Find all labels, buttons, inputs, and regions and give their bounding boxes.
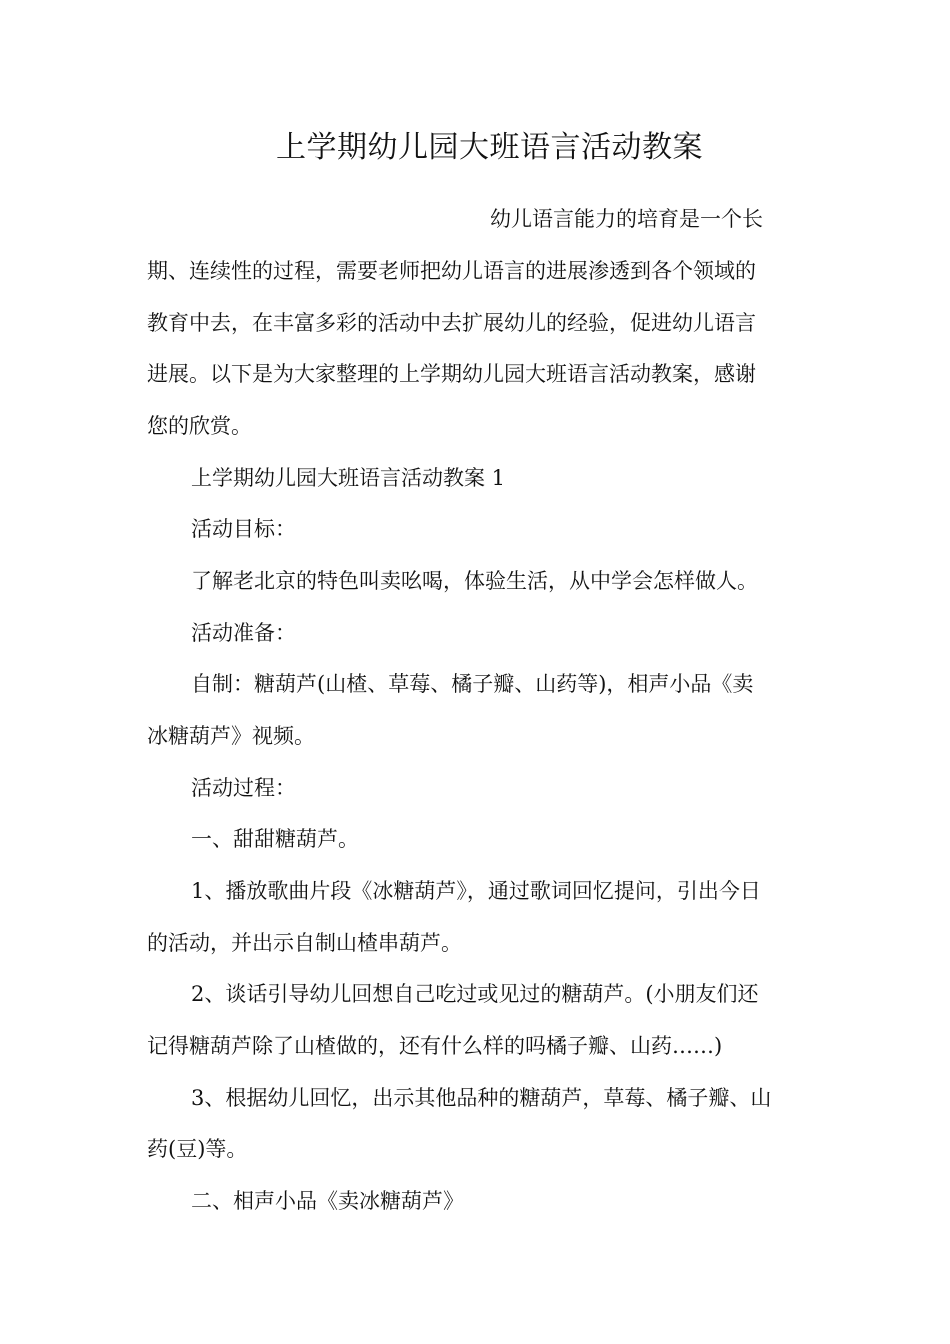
paragraph-line: 冰糖葫芦》视频。 <box>147 724 315 748</box>
paragraph-line: 3、根据幼儿回忆，出示其他品种的糖葫芦，草莓、橘子瓣、山 <box>191 1086 772 1110</box>
paragraph-line: 您的欣赏。 <box>147 414 252 438</box>
paragraph-line: 期、连续性的过程，需要老师把幼儿语言的进展渗透到各个领域的 <box>147 259 756 283</box>
paragraph-line: 自制：糖葫芦(山楂、草莓、橘子瓣、山药等)，相声小品《卖 <box>191 672 754 696</box>
paragraph-line: 记得糖葫芦除了山楂做的，还有什么样的吗橘子瓣、山药……) <box>147 1034 723 1058</box>
paragraph-line: 幼儿语言能力的培育是一个长 <box>490 207 763 231</box>
section-heading: 上学期幼儿园大班语言活动教案 1 <box>191 466 506 490</box>
document-title: 上学期幼儿园大班语言活动教案 <box>276 130 703 165</box>
paragraph-line: 活动目标： <box>191 517 296 541</box>
paragraph-line: 1、播放歌曲片段《冰糖葫芦》，通过歌词回忆提问，引出今日 <box>191 879 761 903</box>
paragraph-line: 2、谈话引导幼儿回想自己吃过或见过的糖葫芦。(小朋友们还 <box>191 982 759 1006</box>
paragraph-line: 的活动，并出示自制山楂串葫芦。 <box>147 931 462 955</box>
paragraph-line: 药(豆)等。 <box>147 1137 248 1161</box>
paragraph-line: 教育中去，在丰富多彩的活动中去扩展幼儿的经验，促进幼儿语言 <box>147 311 756 335</box>
paragraph-line: 一、甜甜糖葫芦。 <box>191 827 359 851</box>
paragraph-line: 活动过程： <box>191 776 296 800</box>
paragraph-line: 活动准备： <box>191 621 296 645</box>
paragraph-line: 二、相声小品《卖冰糖葫芦》 <box>191 1189 464 1213</box>
paragraph-line: 进展。以下是为大家整理的上学期幼儿园大班语言活动教案，感谢 <box>147 362 756 386</box>
paragraph-line: 了解老北京的特色叫卖吆喝，体验生活，从中学会怎样做人。 <box>191 569 758 593</box>
